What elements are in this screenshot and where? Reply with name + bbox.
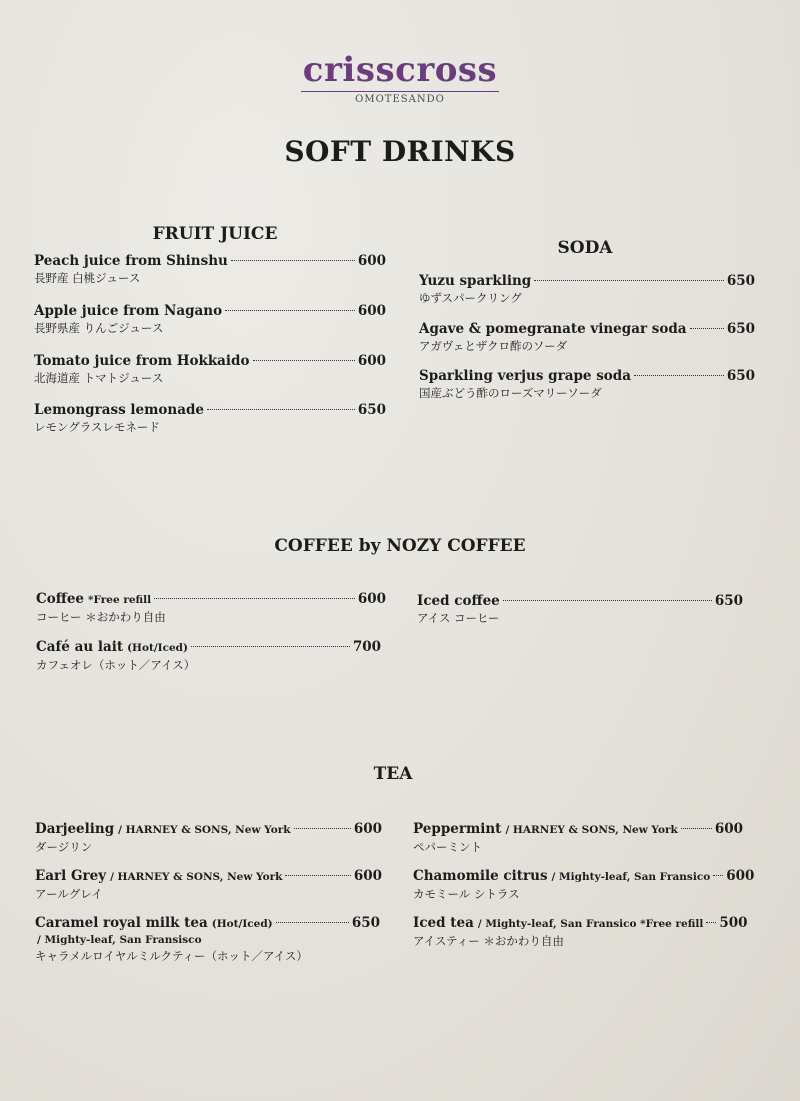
item-name-jp: カモミール シトラス bbox=[413, 887, 520, 901]
item-price: 500 bbox=[719, 915, 748, 931]
item-name: Agave & pomegranate vinegar soda bbox=[419, 321, 687, 337]
item-name-jp: コーヒー ＊おかわり自由 bbox=[36, 610, 166, 624]
item-name: Tomato juice from Hokkaido bbox=[34, 353, 250, 369]
dotted-leader bbox=[231, 260, 355, 261]
item-price: 600 bbox=[726, 868, 755, 884]
item-price: 600 bbox=[357, 353, 386, 369]
menu-item bbox=[36, 590, 386, 626]
item-price: 650 bbox=[357, 402, 386, 418]
menu-item bbox=[413, 914, 748, 950]
menu-item bbox=[413, 820, 743, 856]
item-name-jp: 長野県産 りんごジュース bbox=[34, 321, 164, 335]
item-name: Iced tea bbox=[413, 915, 474, 931]
dotted-leader bbox=[154, 598, 355, 599]
dotted-leader bbox=[294, 828, 351, 829]
menu-item bbox=[413, 867, 755, 903]
item-price: 600 bbox=[353, 868, 382, 884]
item-price: 600 bbox=[357, 303, 386, 319]
item-note: / HARNEY & SONS, New York bbox=[505, 824, 678, 836]
item-name: Peach juice from Shinshu bbox=[34, 253, 228, 269]
item-note: / Mighty-leaf, San Fransico bbox=[551, 871, 711, 883]
item-name: Iced coffee bbox=[417, 593, 500, 609]
menu-item bbox=[34, 401, 386, 436]
item-price: 600 bbox=[357, 591, 386, 607]
item-note: (Hot/Iced) bbox=[127, 642, 188, 654]
dotted-leader bbox=[191, 646, 350, 647]
item-name-jp: 北海道産 トマトジュース bbox=[34, 371, 164, 385]
item-name-jp: レモングラスレモネード bbox=[34, 420, 160, 434]
item-name-jp: 国産ぶどう酢のローズマリーソーダ bbox=[419, 386, 602, 400]
item-name: Earl Grey bbox=[35, 868, 107, 884]
dotted-leader bbox=[681, 828, 712, 829]
item-name-jp: アールグレイ bbox=[35, 887, 103, 901]
item-name: Caramel royal milk tea bbox=[35, 915, 208, 931]
item-price: 650 bbox=[726, 321, 755, 337]
section-heading-fruit-juice: FRUIT JUICE bbox=[152, 224, 278, 244]
brand-header bbox=[0, 50, 800, 105]
section-heading-soda: SODA bbox=[557, 238, 613, 258]
dotted-leader bbox=[534, 280, 724, 281]
item-name-jp: ゆずスパークリング bbox=[419, 291, 522, 305]
item-note: (Hot/Iced) bbox=[211, 918, 273, 930]
menu-item bbox=[35, 867, 382, 903]
item-note: / Mighty-leaf, San Fransico *Free refill bbox=[477, 918, 704, 930]
item-name-jp: アイスティー ＊おかわり自由 bbox=[413, 934, 564, 948]
item-price: 650 bbox=[351, 915, 380, 931]
menu-item bbox=[35, 914, 380, 965]
item-note: / HARNEY & SONS, New York bbox=[118, 824, 291, 836]
dotted-leader bbox=[207, 409, 355, 410]
dotted-leader bbox=[225, 310, 355, 311]
item-name: Yuzu sparkling bbox=[419, 273, 532, 289]
item-name-jp: キャラメルロイヤルミルクティー（ホット／アイス） bbox=[35, 949, 308, 963]
item-price: 600 bbox=[357, 253, 386, 269]
dotted-leader bbox=[285, 875, 350, 876]
item-name: Coffee bbox=[36, 591, 85, 607]
dotted-leader bbox=[634, 375, 724, 376]
item-name: Darjeeling bbox=[35, 821, 115, 837]
item-price: 650 bbox=[714, 593, 743, 609]
section-heading-coffee: COFFEE by NOZY COFFEE bbox=[274, 536, 526, 556]
item-price: 600 bbox=[714, 821, 743, 837]
item-name: Peppermint bbox=[413, 821, 502, 837]
item-name: Sparkling verjus grape soda bbox=[419, 368, 631, 384]
item-name-jp: ペパーミント bbox=[413, 840, 482, 854]
menu-item bbox=[34, 352, 386, 387]
menu-item bbox=[36, 638, 381, 674]
brand-location: OMOTESANDO bbox=[355, 94, 445, 105]
menu-item bbox=[35, 820, 382, 856]
menu-item bbox=[34, 252, 386, 287]
page-title: SOFT DRINKS bbox=[284, 135, 516, 168]
dotted-leader bbox=[276, 922, 349, 923]
item-price: 650 bbox=[726, 368, 755, 384]
item-name-jp: 長野産 白桃ジュース bbox=[34, 271, 141, 285]
item-price: 650 bbox=[726, 273, 755, 289]
item-origin: / Mighty-leaf, San Fransisco bbox=[37, 934, 202, 946]
dotted-leader bbox=[253, 360, 355, 361]
item-name-jp: アイス コーヒー bbox=[417, 611, 500, 625]
section-heading-tea: TEA bbox=[373, 764, 413, 784]
item-note: *Free refill bbox=[88, 594, 152, 606]
menu-item bbox=[417, 592, 743, 627]
item-name: Lemongrass lemonade bbox=[34, 402, 204, 418]
menu-item bbox=[419, 367, 755, 402]
item-name-jp: カフェオレ（ホット／アイス） bbox=[36, 658, 196, 672]
item-name-jp: ダージリン bbox=[35, 840, 93, 854]
item-price: 700 bbox=[352, 639, 381, 655]
brand-logo: crisscross bbox=[302, 50, 498, 90]
dotted-leader bbox=[503, 600, 712, 601]
dotted-leader bbox=[713, 875, 723, 876]
item-price: 600 bbox=[353, 821, 382, 837]
dotted-leader bbox=[706, 922, 716, 923]
item-name-jp: アガヴェとザクロ酢のソーダ bbox=[419, 339, 568, 353]
dotted-leader bbox=[690, 328, 724, 329]
menu-item bbox=[419, 272, 755, 307]
menu-item bbox=[419, 320, 755, 355]
item-name: Apple juice from Nagano bbox=[34, 303, 223, 319]
item-name: Café au lait bbox=[36, 639, 124, 655]
item-note: / HARNEY & SONS, New York bbox=[110, 871, 283, 883]
item-name: Chamomile citrus bbox=[413, 868, 548, 884]
menu-item bbox=[34, 302, 386, 337]
